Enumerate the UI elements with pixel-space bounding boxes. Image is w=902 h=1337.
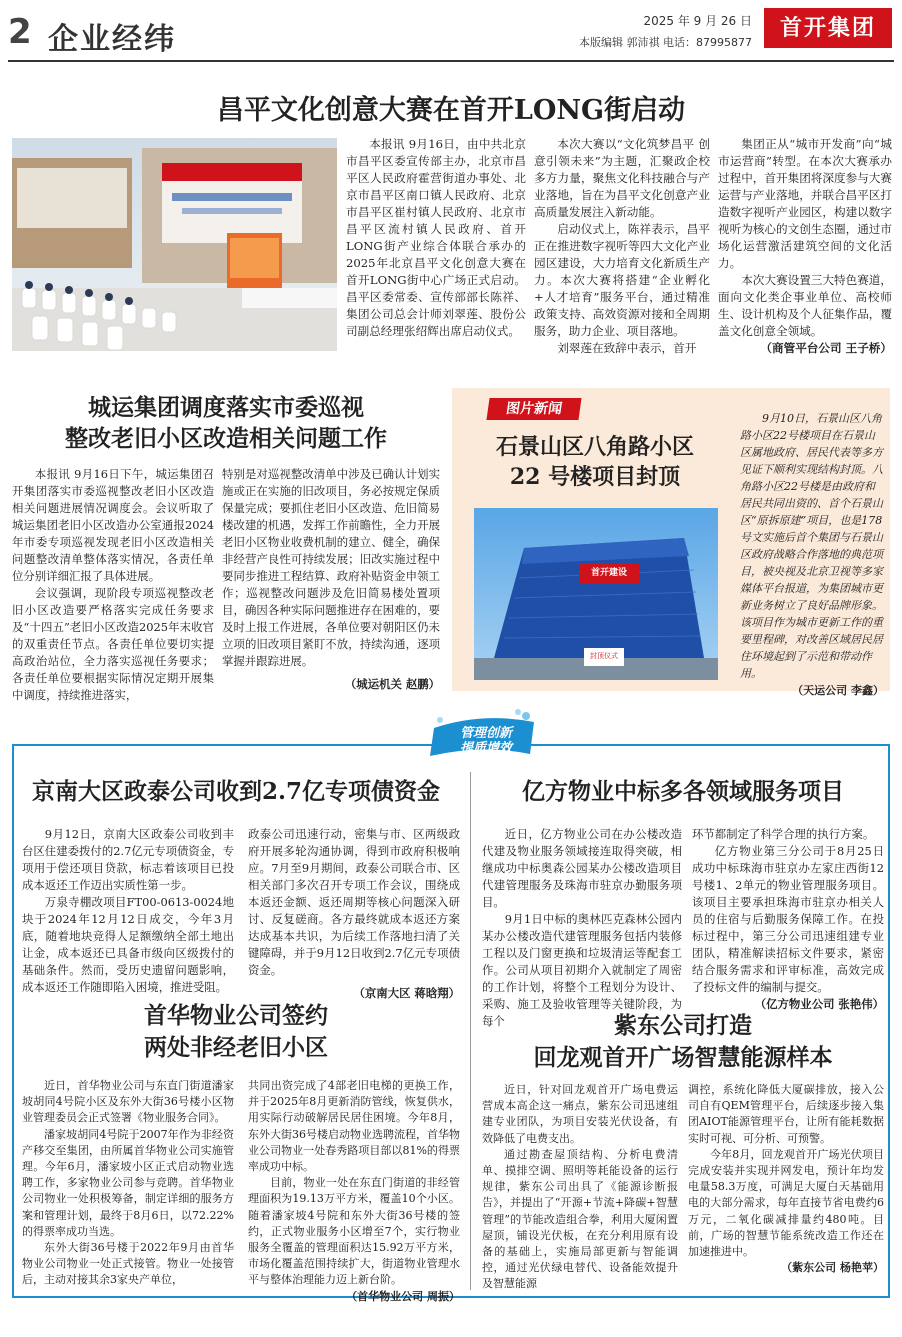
event-stage-photo	[12, 138, 337, 351]
issue-date: 2025 年 9 月 26 日	[643, 14, 752, 28]
building-sign: 首开建设	[590, 568, 627, 578]
article6-column-2	[688, 1082, 884, 1276]
article6-title-line-1: 紫东公司打造	[614, 1012, 752, 1039]
masthead-rule	[8, 60, 894, 62]
article5-body-5: 目前，物业一处在东直门街道的非经管理面积为19.13万平方米，覆盖10个小区。随着潘家坡4号院和东外大街36号楼的签约，正式物业服务小区增至7个，实行物业服务全覆盖的管理面积达15.92万平方米，市场化覆盖范围持续扩大，街道物业管理水平与整体治理能力迈上新台阶。	[248, 1176, 460, 1287]
column-divider	[470, 772, 471, 1012]
article5-column-1	[22, 1078, 234, 1289]
article3-column-2	[248, 826, 460, 1002]
article1-column-3	[718, 136, 892, 357]
picnews-title	[460, 432, 730, 492]
article4-body-1: 近日，亿方物业公司在办公楼改造代建及物业服务领域接连取得突破，相继成功中标奥森公园某办公楼改造项目代建管理服务及珠海市驻京办勤服务项目。	[482, 827, 682, 909]
article5-body-3: 东外大街36号楼于2022年9月由首华物业公司物业一处正式接管。物业一处接管后，主动对接其余3家央产单位，	[22, 1241, 234, 1287]
article3-body-1: 9月12日，京南大区政泰公司收到丰台区住建委拨付的2.7亿元专项债资金，专项用于偿还项目贷款，标志着该项目已投成本返还工作迈出实质性第一步。	[22, 827, 234, 892]
article5-body-2: 潘家坡胡同4号院于2007年作为非经资产移交至集团，由所属首华物业公司实施管理。今年6月，潘家坡小区正式启动物业选聘工作，多家物业公司参与竞聘。首华物业公司物业一处积极筹备，制定详细的服务方案和管理计划，最终于8月6日，以72.22%的得票率成功当选。	[22, 1127, 234, 1238]
article4-body-2: 9月1日中标的奥林匹克森林公园内某办公楼改造代建管理服务包括内装修工程以及门窗更换和垃圾清运等配套工作。公司从项目初期介入就制定了周密的工作计划，将整个工程划分为设计、采购、施工及验收管理等关键阶段，为每个	[482, 912, 682, 1028]
article2-body-3: 特别是对巡视整改清单中涉及已确认计划实施或正在实施的旧改项目，务必按规定保质保量完成；要抓住老旧小区改造、危旧简易楼改建的机遇，发挥工作前瞻性，全力开展老旧小区物业收费机制的建立、健全，确保非经营产良性可持续发展；旧改实施过程中要同步推进工程结算、政府补贴资金申领工作；巡视整改问题涉及危旧简易楼处置项目，确因各种实际问题推进存在困难的，要及时上报工作进展，各单位要对朝阳区仍未立项的旧改项目紧盯不放，持续沟通，逐项掌握并跟踪进展。	[222, 467, 440, 668]
article4-body-4: 亿方物业第三分公司于8月25日成功中标珠海市驻京办左家庄西街12号楼1、2单元的物业管理服务项目。该项目主要承担珠海市驻京办相关人员的住宿与后勤服务保障工作。在投标过程中，第三分公司迅速组建专业团队，精准解读招标文件要求，紧密结合服务需求和评审标准，高效完成了投标文件的编制与提交。	[692, 844, 884, 994]
article2-title	[16, 392, 436, 454]
article6-byline: （紫东公司 杨艳苹）	[781, 1261, 884, 1275]
article4-title: 亿方物业中标多各领域服务项目	[522, 778, 844, 805]
article1-body-4: 刘翠莲在致辞中表示，首开	[557, 341, 697, 355]
article6-title-line-2: 回龙观首开广场智慧能源样本	[533, 1044, 833, 1071]
picnews-title-line-2: 22 号楼项目封顶	[509, 464, 681, 490]
picture-news-tag: 图片新闻	[486, 398, 581, 420]
article1-body-5: 集团正从“城市开发商”向“城市运营商”转型。在本次大赛承办过程中，首开集团将深度参与大赛运营与产业落地，并联合昌平区打造数字视听产业园区，构建以数字视听为核心的文创生态圈，通过市场化运营激活建筑空间的文化活力。	[718, 137, 892, 270]
article3-title: 京南大区政泰公司收到2.7亿专项债资金	[31, 778, 440, 805]
article2-title-line-1: 城运集团调度落实市委巡视	[88, 394, 364, 421]
article5-title	[20, 1000, 452, 1064]
article6-body-2: 通过勘查屋顶结构、分析电费清单、摸排空调、照明等耗能设备的运行规律，紫东公司出具了《能源诊断报告》，并提出了“开源+节流+降碳+智慧管理”的节能改造组合拳，利用大厦闲置屋顶，铺设光伏板，在充分利用原有设备的基础上，实施局部更新与智能调控，通过光伏绿电替代、设备能效提升及智慧能源	[482, 1147, 678, 1291]
picnews-body: 9月10日，石景山区八角路小区22号楼项目在石景山区属地政府、居民代表等多方见证下顺利实现结构封顶。八角路小区22号楼是由政府和居民共同出资的、首个石景山区“原拆原建”项目，也是178号文实施后首个集团与石景山区政府战略合作落地的典范项目，被央视及北京卫视等多家媒体平台报道，为集团城市更新业务树立了良好品牌形象。该项目作为城市更新工作的重要里程碑，对改善区域居民居住环境起到了示范和带动作用。	[740, 412, 883, 680]
article5-title-line-1: 首华物业公司签约	[144, 1002, 328, 1029]
article2-body-1: 本报讯 9月16日下午，城运集团召开集团落实市委巡视整改老旧小区改造相关问题进展情况调度会。会议听取了城运集团老旧小区改造办公室通报2024年市委专项巡视发现老旧小区改造相关问题整改清单整体落实情况，各责任单位分别详细汇报了具体进展。	[12, 467, 214, 583]
article2-body-2: 会议强调，现阶段专项巡视整改老旧小区改造要严格落实完成任务要求及“十四五”老旧小区改造2025年末收官的双重责任节点。各责任单位要切实提高政治站位，全力落实巡视任务要求；各责任单位要根据实际情况定期开展集中调度，持续推进落实，	[12, 586, 214, 702]
management-badge-text	[436, 726, 536, 756]
article6-column-1	[482, 1082, 678, 1293]
article2-title-line-2: 整改老旧小区改造相关问题工作	[65, 425, 387, 452]
article2-byline: （城运机关 赵鹏）	[344, 677, 440, 691]
article1-body-3: 启动仪式上，陈祥表示，昌平正在推进数字视听等四大文化产业园区建设，大力培育文化新质生产力。本次大赛将搭建“企业孵化+人才培育”服务平台，通过精准政策支持、高效资源对接和全周期服务，助力企业、项目落地。	[534, 222, 710, 338]
article6-body-1: 近日，针对回龙观首开广场电费运营成本高企这一痛点，紫东公司迅速组建专业团队，为项目安装光伏设备，有效降低了电费支出。	[482, 1083, 678, 1145]
article4-body-3: 环节都制定了科学合理的执行方案。	[692, 827, 875, 841]
article1-title: 昌平文化创意大赛在首开LONG街启动	[216, 95, 686, 126]
article2-column-1	[12, 466, 214, 704]
article5-body-1: 近日，首华物业公司与东直门街道潘家坡胡同4号院小区及东外大街36号楼小区物业管理委员会正式签署《物业服务合同》。	[22, 1079, 234, 1125]
masthead	[0, 0, 902, 60]
article6-title	[478, 1010, 888, 1074]
article4-byline: （亿方物业公司 张艳伟）	[754, 997, 884, 1011]
article1-body-2: 本次大赛以“文化筑梦昌平 创意引领未来”为主题，汇聚政企校多方力量，聚焦文化科技融合与产业落地，旨在为昌平文化创意产业高质量发展注入新动能。	[534, 137, 710, 219]
article3-body-3: 政泰公司迅速行动，密集与市、区两级政府开展多轮沟通协调，得到市政府积极响应。7月至9月期间，政泰公司联合市、区相关部门多次召开专项工作会议，围绕成本返还金额、返还周期等核心问题深入研讨、反复磋商。各方最终就成本返还方案达成基本共识，为后续工作落地扫清了关键障碍，并于9月12日收到2.7亿元专项债资金。	[248, 827, 460, 977]
picnews-title-line-1: 石景山区八角路小区	[495, 434, 694, 460]
building-banner: 封顶仪式	[590, 652, 618, 660]
article1-column-2	[534, 136, 710, 357]
article3-column-1	[22, 826, 234, 996]
article1-body-1: 本报讯 9月16日，由中共北京市昌平区委宣传部主办，北京市昌平区人民政府霍营街道办事处、北京市昌平区南口镇人民政府、北京市昌平区崔村镇人民政府、北京市昌平区流村镇人民政府、首开LONG街产业综合体联合承办的2025年北京昌平文化创意大赛在首开LONG街中心广场正式启动。昌平区委常委、宣传部部长陈祥、集团公司总会计师刘翠莲、股份公司副总经理张绍辉出席启动仪式。	[346, 137, 526, 338]
article3-byline: （京南大区 蒋晗翔）	[353, 986, 460, 1000]
article1-body-6: 本次大赛设置三大特色赛道，面向文化类企事业单位、高校师生、设计机构及个人征集作品，覆盖文化创意全领域。	[718, 273, 892, 338]
picnews-column	[740, 410, 884, 699]
article5-body-4: 共同出资完成了4部老旧电梯的更换工作，并于2025年8月更新消防管线，恢复供水，用实际行动破解居民居住困境。今年8月，东外大街36号楼启动物业选聘流程，首华物业公司物业一处春秀路项目部以81%的得票率成功中标。	[248, 1079, 460, 1174]
article6-body-3: 调控，系统化降低大厦碳排放，接入公司自有QEM管理平台，后续逐步接入集团AIOT能源管理平台，让所有能耗数据实时可视、可分析、可预警。	[688, 1083, 884, 1145]
article5-column-2	[248, 1078, 460, 1305]
page-number: 2	[8, 12, 32, 52]
article5-title-line-2: 两处非经老旧小区	[144, 1034, 328, 1061]
article4-column-2	[692, 826, 884, 1013]
management-badge-line-2: 提质增效	[459, 741, 512, 756]
article1-column-1	[346, 136, 526, 340]
editor-info: 本版编辑 郭沛祺 电话：87995877	[579, 36, 752, 49]
article1-byline: （商管平台公司 王子桥）	[760, 341, 892, 355]
article6-body-4: 今年8月，回龙观首开广场光伏项目完成安装并实现并网发电，预计年均发电量58.3万度，可满足大厦白天基础用电的大部分需求，每年直接节省电费约6万元，二氧化碳减排量约480吨。目前，广场的智慧节能系统改造工作还在加速推进中。	[688, 1147, 884, 1259]
section-title: 企业经纬	[48, 22, 176, 57]
brand-logo: 首开集团	[764, 8, 892, 48]
article5-byline: （首华物业公司 周振）	[346, 1289, 460, 1303]
column-divider-lower	[470, 1010, 471, 1290]
article3-body-2: 万泉寺棚改项目FT00-0613-0024地块于2024年12月12日成交，今年3月底，随着地块竞得人足额缴纳全部土地出让金，成本返还已具备市级向区级拨付的基础条件。然而，受历史遗留问题影响，成本返还工作随即陷入困境，推进受阻。	[22, 895, 234, 994]
building-topping-photo	[474, 508, 718, 680]
picnews-byline: （天运公司 李鑫）	[792, 684, 884, 697]
article4-column-1	[482, 826, 682, 1030]
event-stage-illustration	[12, 138, 337, 351]
article2-column-2	[222, 466, 440, 693]
management-badge-line-1: 管理创新	[459, 726, 512, 741]
